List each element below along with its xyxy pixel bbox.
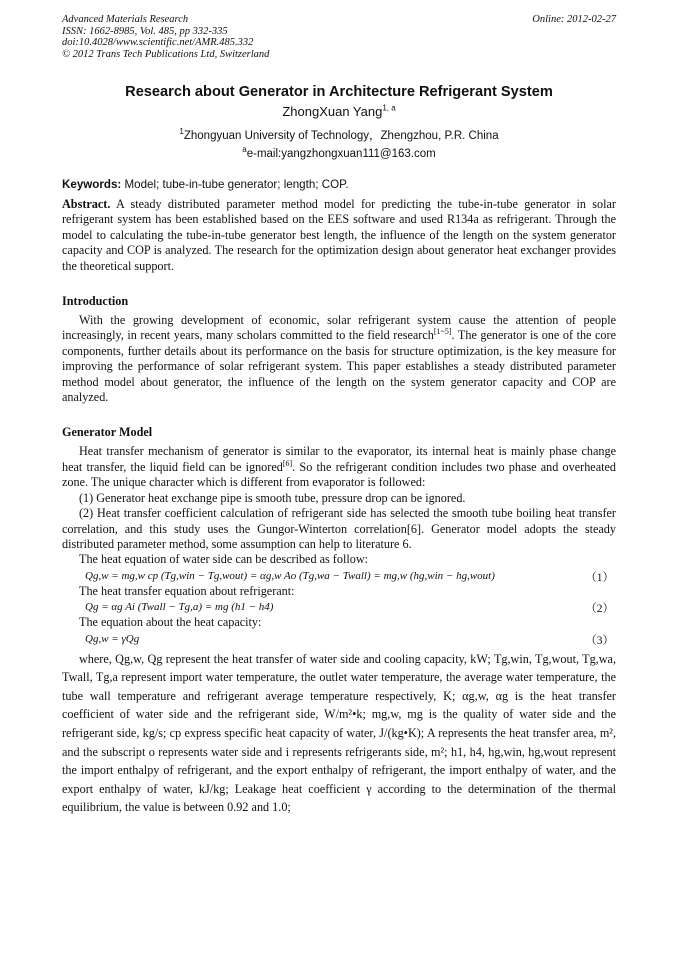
- abstract-label: Abstract.: [62, 197, 111, 211]
- author-name: ZhongXuan Yang: [282, 104, 383, 119]
- equation-2: [62, 599, 616, 615]
- gm-citation: [6]: [282, 458, 293, 468]
- abstract: [62, 197, 616, 274]
- intro-text-b: . The generator is one of the core components, further details about its performance on the basis for structure optimization, is the key measure for improving the performance of solar refrigerant system. This paper establishes a steady distributed parameter method model about generator, the influence of the length on the system generator capacity and COP are analyzed.: [62, 328, 616, 405]
- equation-3: [62, 631, 616, 647]
- intro-text-a: With the growing development of economic, solar refrigerant system cause the attention of people increasingly, in recent years, many scholars committed to the field research: [62, 313, 616, 343]
- email-text: e-mail:yangzhongxuan111@163.com: [246, 148, 436, 160]
- keywords-text: Model; tube-in-tube generator; length; COP.: [121, 178, 349, 191]
- equation-1-label: The heat equation of water side can be described as follow:: [79, 552, 369, 567]
- online-date: Online: 2012-02-27: [532, 14, 616, 25]
- variables-definition-paragraph: where, Qg,w, Qg represent the heat transfer of water side and cooling capacity, kW; Tg,win, Tg,wout, Tg,wa, Twall, Tg,a represent import water temperature, the outlet water temperature, the average water temperature, the tube wall temperature and refrigerant average temperature respectively, K; αg,w, αg is the heat transfer coefficient of water side and the refrigerant side, W/m²•k; mg,w, mg is the quality of water side and the refrigerant side, kg/s; cp express specific heat capacity of water, J/(kg•K); A represents the heat transfer area, m², and the subscript o represents water side and i represents refrigerants side, m²; h1, h4, hg,win, hg,wout represent the import enthalpy of refrigerant, and the export enthalpy of refrigerant, the import enthalpy of water, and the export enthalpy of water, kJ/kg; Leakage heat coefficient γ according to the determination of the thermal equilibrium, the value is between 0.92 and 1.0;: [62, 651, 616, 815]
- intro-citation: [1~5]: [433, 327, 452, 337]
- introduction-paragraph: [62, 313, 616, 405]
- generator-model-paragraph: [62, 444, 616, 490]
- equation-3-number: （3）: [585, 634, 614, 647]
- journal-doi: doi:10.4028/www.scientific.net/AMR.485.332: [62, 37, 254, 48]
- section-heading-introduction: Introduction: [62, 294, 129, 309]
- journal-issn: ISSN: 1662-8985, Vol. 485, pp 332-335: [62, 25, 228, 37]
- equation-1: [62, 568, 616, 584]
- email-sup: a: [242, 145, 247, 155]
- gm-text-a: Heat transfer mechanism of generator is similar to the evaporator, its internal heat is mainly phase change heat transfer, the liquid field can be ignored: [62, 444, 616, 474]
- affiliation: [62, 127, 616, 143]
- affiliation-text: Zhongyuan University of Technology，Zhengzhou, P.R. China: [183, 130, 499, 142]
- paper-page: [62, 14, 616, 817]
- keywords: [62, 178, 616, 191]
- keywords-label: Keywords:: [62, 178, 122, 191]
- gm-text-b: . So the refrigerant condition includes two phase and overheated zone. The unique character which is different from evaporator is followed:: [62, 459, 617, 490]
- equation-2-label: The heat transfer equation about refrigerant:: [79, 583, 295, 598]
- list-item-2: (2) Heat transfer coefficient calculation of refrigerant side has selected the smooth tube boiling heat transfer correlation, and this study uses the Gungor-Winterton correlation[6]. Generator model adopts the steady distributed parameter method, some assumption can help to literature 6.: [62, 506, 616, 551]
- abstract-text: A steady distributed parameter method model for predicting the tube-in-tube generator in solar refrigerant system has been established based on the EES software and used R134a as refrigerant. Through the model to calculating the tube-in-tube generator best length, the influence of the length on the system generator capacity and COP is analyzed. The research for the optimization design about generator heat exchanger provides the theoretical support.: [62, 197, 616, 273]
- affiliation-sup: 1: [179, 127, 184, 137]
- equation-1-body: Qg,w = mg,w cp (Tg,win − Tg,wout) = αg,w Ao (Tg,wa − Twall) = mg,w (hg,win − hg,wout): [85, 569, 495, 582]
- equation-2-body: Qg = αg Ai (Twall − Tg,a) = mg (h1 − h4): [85, 601, 274, 614]
- list-item-1: (1) Generator heat exchange pipe is smooth tube, pressure drop can be ignored.: [79, 490, 466, 505]
- author-email: [62, 145, 616, 160]
- author-line: [62, 104, 616, 119]
- author-sup: 1, a: [382, 103, 396, 113]
- journal-header: [62, 14, 616, 60]
- equation-1-number: （1）: [585, 571, 614, 584]
- journal-name: Advanced Materials Research: [62, 14, 189, 25]
- paper-title: Research about Generator in Architecture Refrigerant System: [125, 84, 553, 100]
- equation-3-body: Qg,w = γQg: [85, 632, 140, 645]
- equation-3-label: The equation about the heat capacity:: [79, 615, 262, 630]
- section-heading-generator-model: Generator Model: [62, 425, 153, 440]
- journal-copyright: © 2012 Trans Tech Publications Ltd, Switzerland: [62, 48, 270, 60]
- equation-2-number: （2）: [585, 603, 614, 616]
